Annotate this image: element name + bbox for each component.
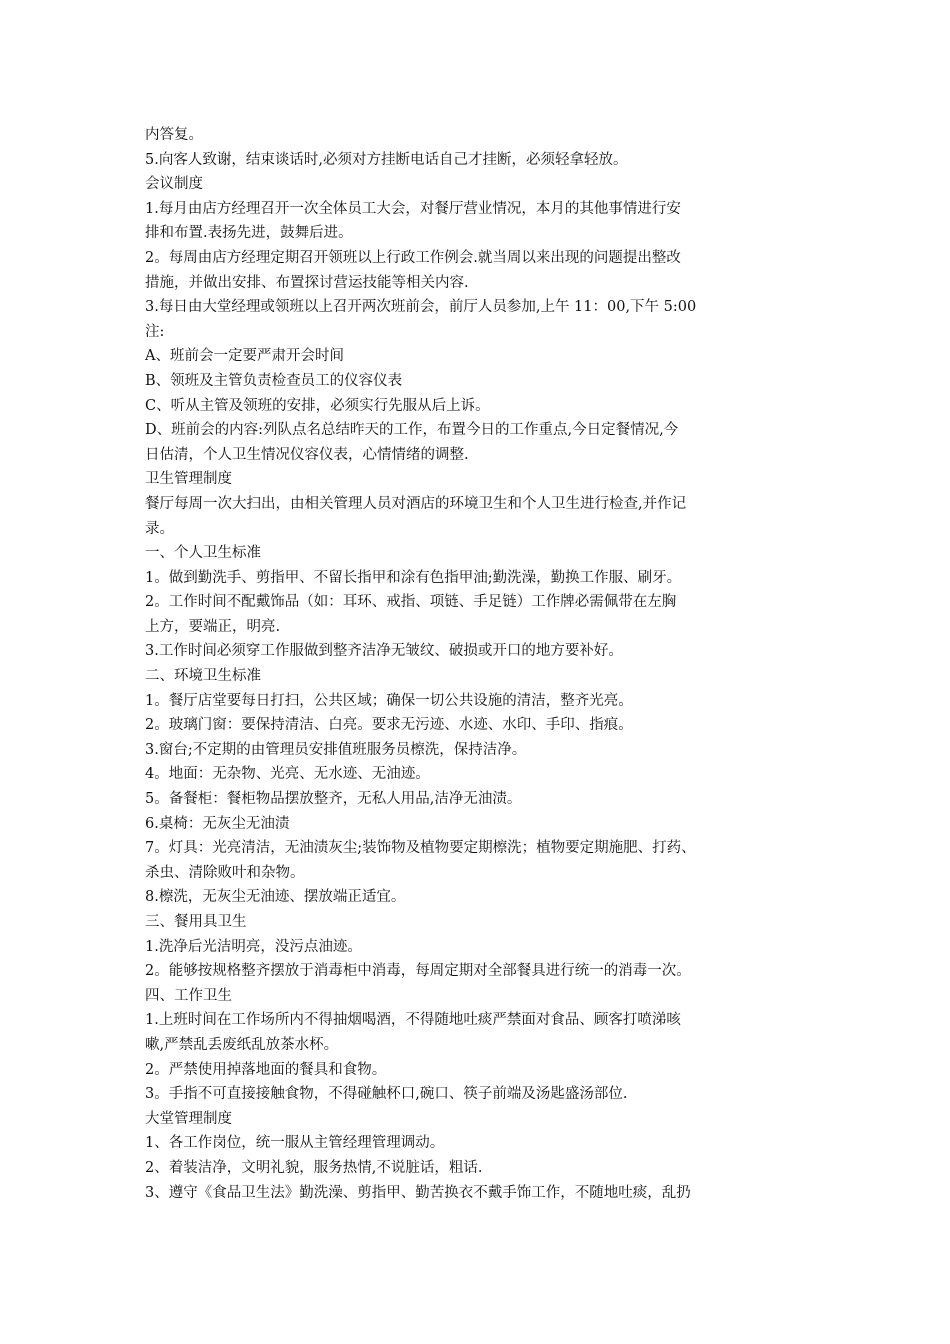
text-line: 7。灯具：光亮清洁，无油渍灰尘;装饰物及植物要定期檫洗；植物要定期施肥、打药、 xyxy=(145,840,696,857)
text-line: 1.每月由店方经理召开一次全体员工大会，对餐厅营业情况，本月的其他事情进行安 xyxy=(145,200,681,217)
text-line: 2。工作时间不配戴饰品（如：耳环、戒指、项链、手足链）工作牌必需佩带在左胸 xyxy=(145,594,677,611)
document-page xyxy=(145,123,810,1205)
text-line: 8.檫洗，无灰尘无油迹、摆放端正适宜。 xyxy=(145,889,406,906)
text-line: 5。备餐柜：餐柜物品摆放整齐，无私人用品,洁净无油渍。 xyxy=(145,791,522,808)
text-line: 3.每日由大堂经理或领班以上召开两次班前会，前厅人员参加,上午 11：00,下午 5:00 xyxy=(145,299,697,316)
text-line: 1.洗净后光洁明亮，没污点油迹。 xyxy=(145,938,362,955)
text-line: D、班前会的内容:列队点名总结昨天的工作，布置今日的工作重点,今日定餐情况,今 xyxy=(145,422,679,439)
section-heading: 卫生管理制度 xyxy=(145,471,232,488)
text-line: 嗽,严禁乱丢废纸乱放茶水杯。 xyxy=(145,1036,339,1053)
text-line: A、班前会一定要严肃开会时间 xyxy=(145,348,344,365)
text-line: 2。能够按规格整齐摆放于消毒柜中消毒，每周定期对全部餐具进行统一的消毒一次。 xyxy=(145,963,691,980)
text-line: 录。 xyxy=(145,520,174,537)
text-line: 6.桌椅：无灰尘无油渍 xyxy=(145,815,290,832)
text-line: 3、遵守《食品卫生法》勤洗澡、剪指甲、勤苦换衣不戴手饰工作，不随地吐痰，乱扔 xyxy=(145,1184,691,1201)
subsection-heading: 四、工作卫生 xyxy=(145,987,232,1004)
text-line: 4。地面：无杂物、光亮、无水迹、无油迹。 xyxy=(145,766,430,783)
text-line: 2。每周由店方经理定期召开领班以上行政工作例会.就当周以来出现的问题提出整改 xyxy=(145,249,681,266)
section-heading: 会议制度 xyxy=(145,176,203,193)
text-line: 注: xyxy=(145,323,165,340)
text-line: 2、着装洁净，文明礼貌，服务热情,不说脏话，粗话. xyxy=(145,1159,483,1176)
text-line: 日估清，个人卫生情况仪容仪表，心情情绪的调整. xyxy=(145,446,469,463)
text-line: 1。做到勤洗手、剪指甲、不留长指甲和涂有色指甲油;勤洗澡，勤换工作服、刷牙。 xyxy=(145,569,682,586)
text-line: 3。手指不可直接接触食物，不得碰触杯口,碗口、筷子前端及汤匙盛汤部位. xyxy=(145,1086,628,1103)
text-line: 排和布置.表扬先进，鼓舞后进。 xyxy=(145,225,353,242)
text-line: 上方，要端正，明亮. xyxy=(145,618,281,635)
text-line: 2。玻璃门窗：要保持清洁、白亮。要求无污迹、水迹、水印、手印、指痕。 xyxy=(145,717,633,734)
text-line: 杀虫、清除败叶和杂物。 xyxy=(145,864,305,881)
subsection-heading: 一、个人卫生标准 xyxy=(145,545,261,562)
text-line: 1、各工作岗位，统一服从主管经理管理调动。 xyxy=(145,1135,445,1152)
text-line: 内答复。 xyxy=(145,127,203,143)
text-line: 措施，并做出安排、布置探讨营运技能等相关内容. xyxy=(145,274,469,291)
text-line: C、听从主管及领班的安排，必须实行先服从后上诉。 xyxy=(145,397,490,414)
text-line: 2。严禁使用掉落地面的餐具和食物。 xyxy=(145,1061,387,1078)
text-line: 餐厅每周一次大扫出，由相关管理人员对酒店的环境卫生和个人卫生进行检查,并作记 xyxy=(145,495,687,512)
text-line: 1。餐厅店堂要每日打扫，公共区域；确保一切公共设施的清洁，整齐光亮。 xyxy=(145,692,633,709)
text-line: 3.窗台;不定期的由管理员安排值班服务员檫洗，保持洁净。 xyxy=(145,741,527,758)
text-line: 3.工作时间必须穿工作服做到整齐洁净无皱纹、破损或开口的地方要补好。 xyxy=(145,643,623,660)
text-line: B、领班及主管负责检查员工的仪容仪表 xyxy=(145,372,403,389)
section-heading: 大堂管理制度 xyxy=(145,1110,232,1127)
subsection-heading: 三、餐用具卫生 xyxy=(145,914,247,930)
text-line: 1.上班时间在工作场所内不得抽烟喝酒，不得随地吐痰严禁面对食品、顾客打喷涕咳 xyxy=(145,1012,681,1029)
subsection-heading: 二、环境卫生标准 xyxy=(145,668,261,685)
text-line: 5.向客人致谢，结束谈话时,必须对方挂断电话自己才挂断，必须轻拿轻放。 xyxy=(145,151,628,168)
